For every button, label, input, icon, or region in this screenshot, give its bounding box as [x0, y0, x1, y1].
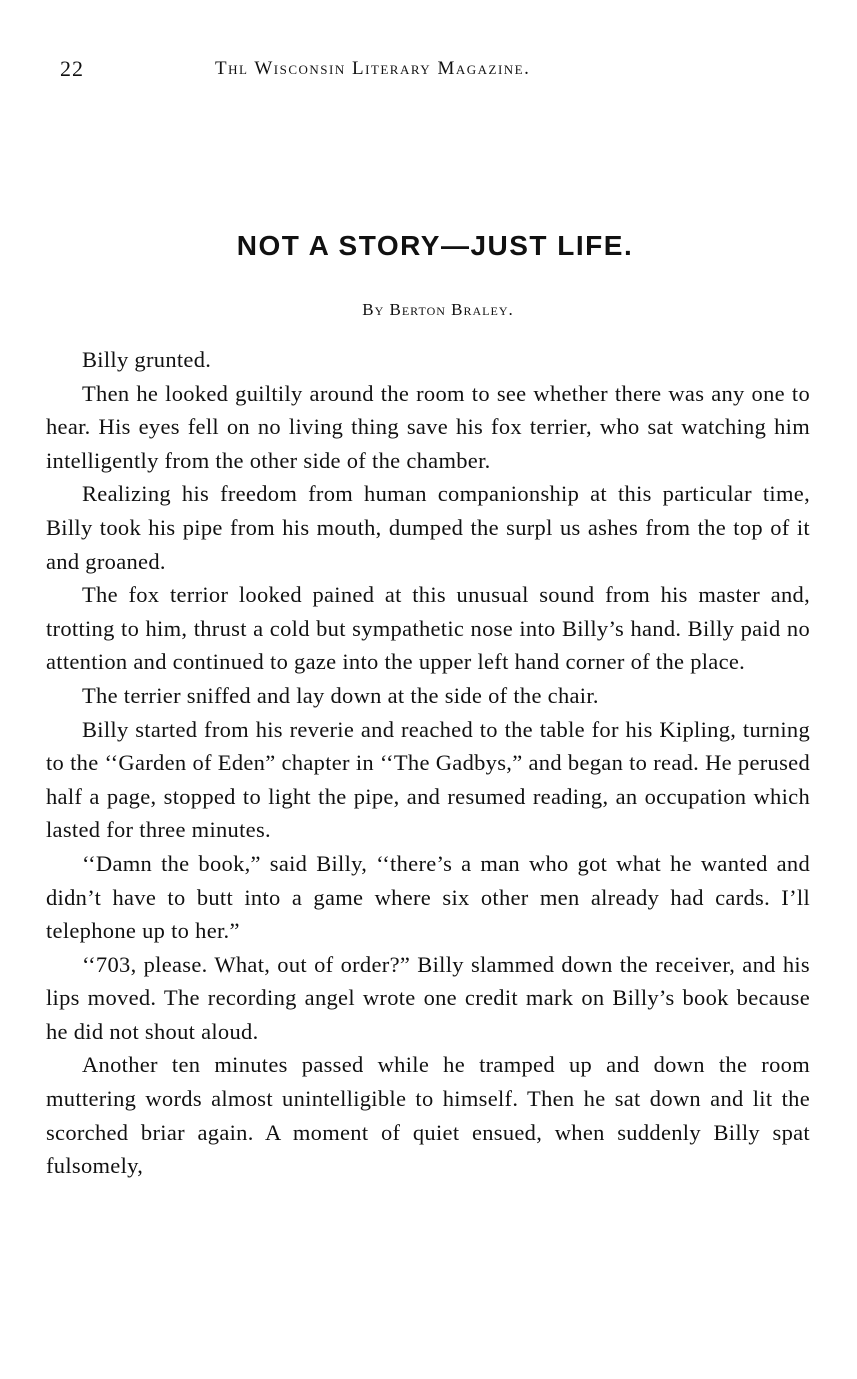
article-byline: By Berton Braley. — [362, 300, 514, 319]
paragraph-1: Billy grunted. — [82, 347, 212, 372]
paragraph-9: Another ten minutes passed while he tramped up and down the room muttering words almost unintelligible to himself. Then he sat down and lit the scorched briar again. A moment of quiet ensued, when suddenly Billy spat fulsomely, — [46, 1052, 810, 1179]
paragraph-5: The terrier sniffed and lay down at the side of the chair. — [82, 682, 599, 708]
article-title: NOT A STORY—JUST LIFE. — [236, 230, 634, 261]
article-body — [46, 343, 810, 1183]
paragraph-7: ‘‘Damn the book,” said Billy, ‘‘there’s a man who got what he wanted and didn’t have to butt into a game where six other men already had cards. I’ll telephone up to her.” — [46, 850, 810, 944]
page-number: 22 — [60, 56, 84, 81]
running-head — [60, 56, 820, 86]
paragraph-2: Then he looked guiltily around the room to see whether there was any one to hear. His eyes fell on no living thing save his fox terrier, who sat watching him intelligently from the other side of the chamber. — [46, 380, 810, 473]
journal-title: Thl Wisconsin Literary Magazine. — [215, 58, 531, 79]
paragraph-3: Realizing his freedom from human companionship at this particular time, Billy took his pipe from his mouth, dumped the surpl us ashes from the top of it and groaned. — [46, 481, 810, 574]
paragraph-6: Billy started from his reverie and reached to the table for his Kipling, turning to the ‘‘Garden of Eden” chapter in ‘‘The Gadbys,” and began to read. He perused half a page, stopped to light the pipe, and resumed reading, an occupation which lasted for three minutes. — [46, 716, 810, 843]
paragraph-8: ‘‘703, please. What, out of order?” Billy slammed down the receiver, and his lips moved. The recording angel wrote one credit mark on Billy’s book because he did not shout aloud. — [46, 951, 810, 1044]
paragraph-4: The fox terrior looked pained at this unusual sound from his master and, trotting to him, thrust a cold but sympathetic nose into Billy’s hand. Billy paid no attention and continued to gaze into the upper left hand corner of the place. — [46, 582, 810, 675]
